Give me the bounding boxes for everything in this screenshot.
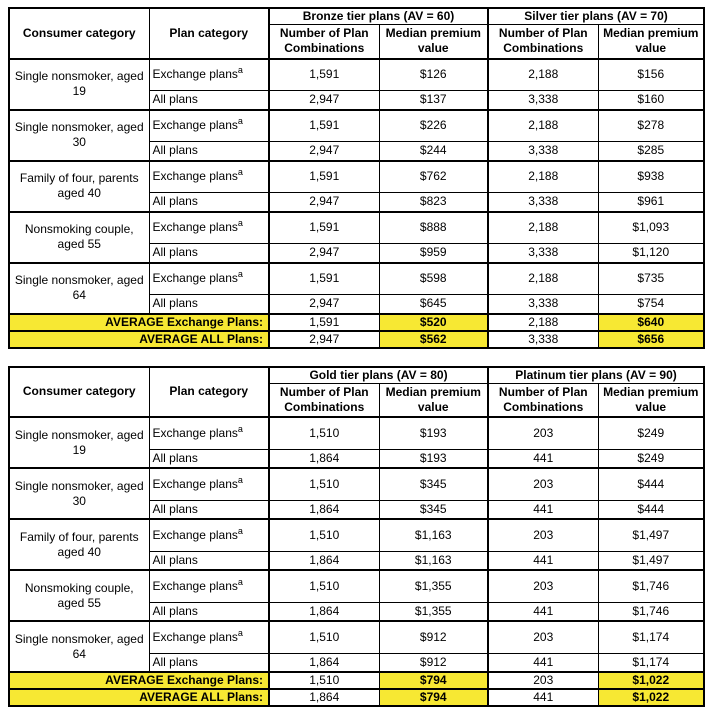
median-premium-value: $1,093 — [598, 212, 704, 244]
median-premium-value: $640 — [598, 314, 704, 331]
plan-combinations-value: 2,188 — [488, 263, 598, 295]
median-premium-value: $1,746 — [598, 602, 704, 621]
median-premium-value: $249 — [598, 449, 704, 468]
plan-combinations-value: 441 — [488, 602, 598, 621]
median-premium-value: $794 — [379, 672, 488, 689]
footnote-marker: a — [237, 474, 243, 485]
median-premium-value: $959 — [379, 244, 488, 263]
plan-combinations-header: Number of Plan Combinations — [269, 25, 379, 59]
tier-header: Silver tier plans (AV = 70) — [488, 8, 704, 25]
plan-combinations-value: 2,188 — [488, 161, 598, 193]
median-premium-header: Median premium value — [598, 25, 704, 59]
plan-combinations-value: 1,510 — [269, 519, 379, 551]
data-row — [9, 161, 704, 193]
data-row — [9, 621, 704, 653]
header-row-tiers — [9, 367, 704, 384]
bronze-silver-premium-table — [8, 7, 705, 349]
plan-category-cell: All plans — [149, 602, 269, 621]
consumer-category-cell: Nonsmoking couple, aged 55 — [9, 570, 149, 621]
plan-category-cell: All plans — [149, 653, 269, 672]
plan-combinations-value: 203 — [488, 468, 598, 500]
plan-combinations-value: 441 — [488, 653, 598, 672]
plan-category-cell: Exchange plans$^a$ — [149, 468, 269, 500]
plan-combinations-value: 1,864 — [269, 602, 379, 621]
median-premium-value: $961 — [598, 193, 704, 212]
data-row — [9, 263, 704, 295]
footnote-marker: a — [237, 627, 243, 638]
median-premium-value: $1,022 — [598, 672, 704, 689]
plan-combinations-value: 1,510 — [269, 417, 379, 449]
plan-category-cell: All plans — [149, 500, 269, 519]
tier-header: Gold tier plans (AV = 80) — [269, 367, 488, 384]
plan-category-cell: Exchange plans$^a$ — [149, 161, 269, 193]
consumer-category-cell: Single nonsmoker, aged 64 — [9, 263, 149, 314]
average-row-label: AVERAGE ALL Plans: — [9, 689, 269, 706]
gold-platinum-premium-table — [8, 366, 705, 708]
plan-combinations-value: 2,947 — [269, 91, 379, 110]
footnote-marker: a — [237, 218, 243, 229]
plan-combinations-value: 1,864 — [269, 689, 379, 706]
plan-combinations-value: 3,338 — [488, 193, 598, 212]
median-premium-value: $193 — [379, 417, 488, 449]
average-row-label: AVERAGE ALL Plans: — [9, 331, 269, 348]
median-premium-value: $1,174 — [598, 621, 704, 653]
median-premium-value: $1,163 — [379, 519, 488, 551]
median-premium-value: $345 — [379, 468, 488, 500]
header-row-tiers — [9, 8, 704, 25]
plan-combinations-value: 1,864 — [269, 500, 379, 519]
footnote-marker: a — [237, 423, 243, 434]
median-premium-value: $226 — [379, 110, 488, 142]
plan-category-header: Plan category — [149, 8, 269, 59]
average-row-label: AVERAGE Exchange Plans: — [9, 314, 269, 331]
median-premium-value: $888 — [379, 212, 488, 244]
tier-header: Platinum tier plans (AV = 90) — [488, 367, 704, 384]
plan-combinations-value: 1,510 — [269, 672, 379, 689]
plan-combinations-value: 1,510 — [269, 468, 379, 500]
footnote-marker: a — [237, 167, 243, 178]
plan-combinations-value: 203 — [488, 519, 598, 551]
plan-category-cell: All plans — [149, 244, 269, 263]
average-row — [9, 672, 704, 689]
consumer-category-cell: Nonsmoking couple, aged 55 — [9, 212, 149, 263]
median-premium-value: $938 — [598, 161, 704, 193]
plan-combinations-value: 441 — [488, 449, 598, 468]
median-premium-value: $1,497 — [598, 519, 704, 551]
plan-combinations-value: 1,510 — [269, 570, 379, 602]
plan-combinations-value: 2,947 — [269, 331, 379, 348]
median-premium-value: $754 — [598, 295, 704, 314]
median-premium-value: $794 — [379, 689, 488, 706]
median-premium-value: $1,497 — [598, 551, 704, 570]
plan-combinations-value: 2,947 — [269, 244, 379, 263]
plan-combinations-value: 1,591 — [269, 59, 379, 91]
median-premium-value: $160 — [598, 91, 704, 110]
average-row — [9, 314, 704, 331]
consumer-category-cell: Single nonsmoker, aged 30 — [9, 468, 149, 519]
plan-combinations-header: Number of Plan Combinations — [488, 25, 598, 59]
median-premium-value: $762 — [379, 161, 488, 193]
median-premium-value: $444 — [598, 500, 704, 519]
plan-category-cell: Exchange plans$^a$ — [149, 59, 269, 91]
footnote-marker: a — [237, 525, 243, 536]
plan-combinations-value: 2,188 — [488, 212, 598, 244]
median-premium-value: $912 — [379, 653, 488, 672]
data-row — [9, 212, 704, 244]
plan-combinations-value: 3,338 — [488, 91, 598, 110]
median-premium-value: $126 — [379, 59, 488, 91]
plan-combinations-value: 1,864 — [269, 449, 379, 468]
plan-combinations-value: 203 — [488, 621, 598, 653]
plan-category-cell: All plans — [149, 449, 269, 468]
median-premium-value: $278 — [598, 110, 704, 142]
plan-category-cell: All plans — [149, 193, 269, 212]
plan-category-cell: Exchange plans$^a$ — [149, 570, 269, 602]
plan-combinations-value: 2,947 — [269, 142, 379, 161]
consumer-category-cell: Family of four, parents aged 40 — [9, 519, 149, 570]
plan-category-cell: All plans — [149, 142, 269, 161]
plan-combinations-value: 1,510 — [269, 621, 379, 653]
plan-combinations-value: 3,338 — [488, 331, 598, 348]
data-row — [9, 468, 704, 500]
median-premium-value: $249 — [598, 417, 704, 449]
consumer-category-cell: Single nonsmoker, aged 30 — [9, 110, 149, 161]
data-row — [9, 417, 704, 449]
median-premium-value: $1,120 — [598, 244, 704, 263]
plan-combinations-header: Number of Plan Combinations — [488, 383, 598, 417]
median-premium-value: $193 — [379, 449, 488, 468]
data-row — [9, 519, 704, 551]
median-premium-value: $656 — [598, 331, 704, 348]
plan-category-cell: Exchange plans$^a$ — [149, 110, 269, 142]
median-premium-value: $598 — [379, 263, 488, 295]
median-premium-value: $285 — [598, 142, 704, 161]
plan-category-cell: Exchange plans$^a$ — [149, 519, 269, 551]
plan-combinations-value: 3,338 — [488, 244, 598, 263]
median-premium-value: $345 — [379, 500, 488, 519]
footnote-marker: a — [237, 269, 243, 280]
data-row — [9, 110, 704, 142]
plan-combinations-value: 1,591 — [269, 212, 379, 244]
median-premium-header: Median premium value — [379, 383, 488, 417]
median-premium-header: Median premium value — [598, 383, 704, 417]
plan-combinations-value: 3,338 — [488, 142, 598, 161]
median-premium-value: $1,022 — [598, 689, 704, 706]
plan-category-cell: Exchange plans$^a$ — [149, 212, 269, 244]
tier-header: Bronze tier plans (AV = 60) — [269, 8, 488, 25]
median-premium-value: $645 — [379, 295, 488, 314]
plan-category-cell: Exchange plans$^a$ — [149, 417, 269, 449]
plan-combinations-value: 1,864 — [269, 653, 379, 672]
plan-category-header: Plan category — [149, 367, 269, 418]
median-premium-value: $1,355 — [379, 602, 488, 621]
median-premium-value: $1,355 — [379, 570, 488, 602]
consumer-category-cell: Single nonsmoker, aged 19 — [9, 417, 149, 468]
plan-combinations-value: 441 — [488, 500, 598, 519]
consumer-category-cell: Single nonsmoker, aged 19 — [9, 59, 149, 110]
consumer-category-header: Consumer category — [9, 8, 149, 59]
plan-combinations-value: 2,947 — [269, 193, 379, 212]
median-premium-value: $562 — [379, 331, 488, 348]
median-premium-value: $244 — [379, 142, 488, 161]
plan-combinations-value: 3,338 — [488, 295, 598, 314]
plan-combinations-value: 1,864 — [269, 551, 379, 570]
median-premium-value: $912 — [379, 621, 488, 653]
median-premium-value: $1,746 — [598, 570, 704, 602]
plan-combinations-value: 1,591 — [269, 314, 379, 331]
plan-combinations-value: 1,591 — [269, 161, 379, 193]
median-premium-value: $735 — [598, 263, 704, 295]
median-premium-value: $444 — [598, 468, 704, 500]
footnote-marker: a — [237, 65, 243, 76]
plan-combinations-value: 203 — [488, 672, 598, 689]
median-premium-value: $520 — [379, 314, 488, 331]
data-row — [9, 570, 704, 602]
plan-combinations-value: 2,188 — [488, 110, 598, 142]
plan-category-cell: Exchange plans$^a$ — [149, 263, 269, 295]
consumer-category-cell: Single nonsmoker, aged 64 — [9, 621, 149, 672]
plan-combinations-value: 2,188 — [488, 314, 598, 331]
plan-combinations-value: 2,947 — [269, 295, 379, 314]
consumer-category-cell: Family of four, parents aged 40 — [9, 161, 149, 212]
plan-category-cell: All plans — [149, 91, 269, 110]
plan-combinations-value: 203 — [488, 417, 598, 449]
footnote-marker: a — [237, 116, 243, 127]
average-row — [9, 689, 704, 706]
data-row — [9, 59, 704, 91]
median-premium-value: $156 — [598, 59, 704, 91]
median-premium-value: $1,174 — [598, 653, 704, 672]
median-premium-value: $1,163 — [379, 551, 488, 570]
plan-category-cell: All plans — [149, 551, 269, 570]
plan-category-cell: Exchange plans$^a$ — [149, 621, 269, 653]
plan-combinations-value: 1,591 — [269, 263, 379, 295]
plan-combinations-value: 2,188 — [488, 59, 598, 91]
plan-combinations-value: 441 — [488, 551, 598, 570]
plan-combinations-header: Number of Plan Combinations — [269, 383, 379, 417]
average-row — [9, 331, 704, 348]
footnote-marker: a — [237, 576, 243, 587]
consumer-category-header: Consumer category — [9, 367, 149, 418]
plan-category-cell: All plans — [149, 295, 269, 314]
median-premium-header: Median premium value — [379, 25, 488, 59]
plan-combinations-value: 441 — [488, 689, 598, 706]
average-row-label: AVERAGE Exchange Plans: — [9, 672, 269, 689]
median-premium-value: $823 — [379, 193, 488, 212]
plan-combinations-value: 203 — [488, 570, 598, 602]
plan-combinations-value: 1,591 — [269, 110, 379, 142]
median-premium-value: $137 — [379, 91, 488, 110]
